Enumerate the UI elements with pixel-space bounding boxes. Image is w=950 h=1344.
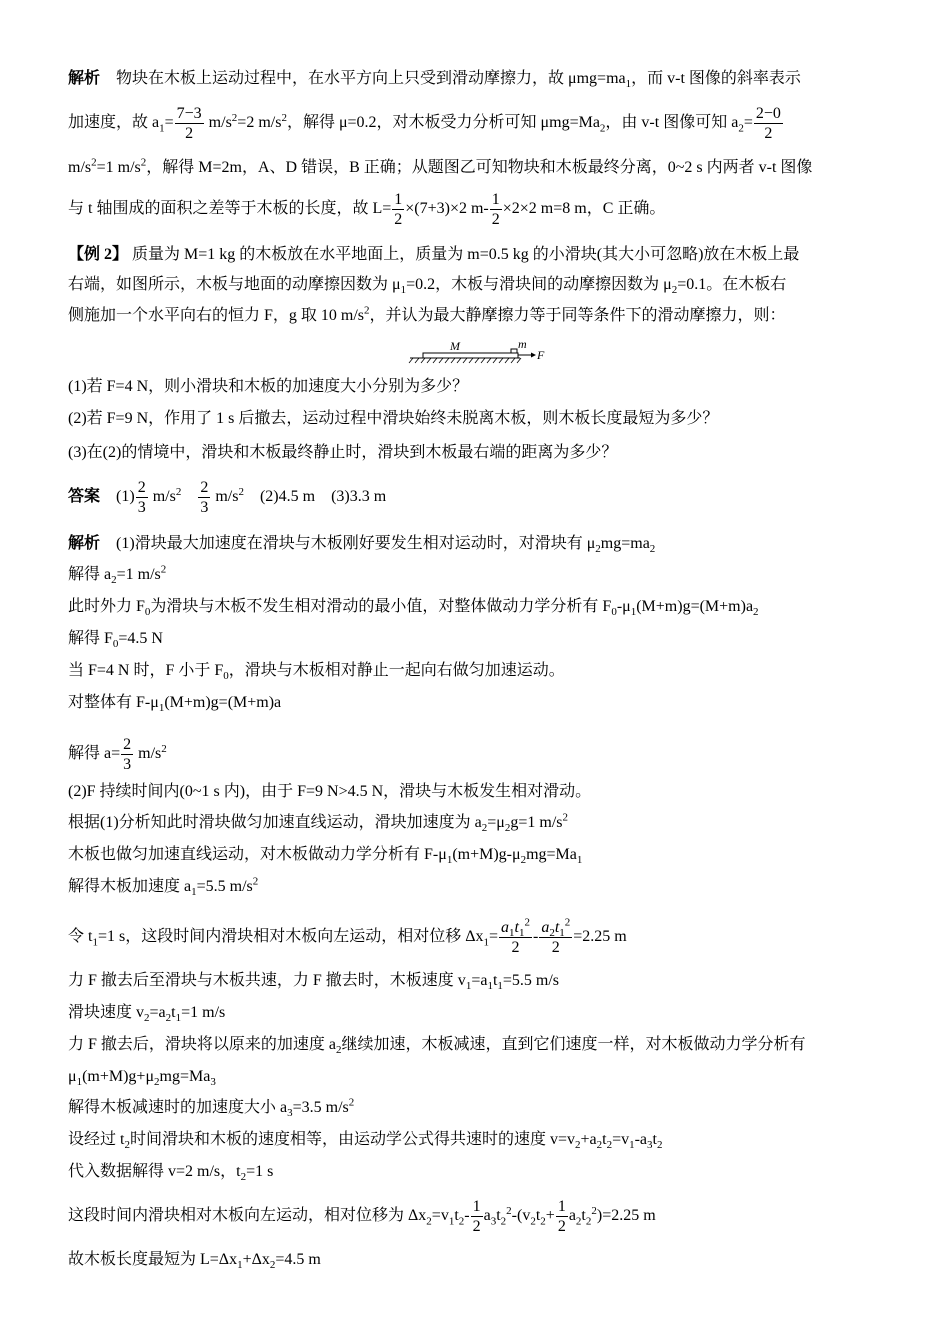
solution-line-20: 这段时间内滑块相对木板向左运动，相对位移为 $\Delta x_2=v_1t_2-$ $\frac{1}{2}$ $a_3t_2^2-(v_2t_2+$ $\frac{1}{2}$ $a_2t_2^2)=2.25$ m [68,1198,656,1235]
solution-line-16: $\mu_1(m+M)g+\mu_2mg=Ma_3$ [68,1068,216,1089]
fraction: $\frac{2}{3}$ [137,479,146,516]
block-rect [511,349,517,353]
example-label: 【例 2】 [68,246,129,263]
solution-line-13: 力 F 撤去后至滑块与木板共速，力 F 撤去时，木板速度 $v_1=a_1t_1=5.5$ m/s [68,972,560,993]
solution-line-17: 解得木板减速时的加速度大小 $a_3=3.5$ $m/s^2$ [68,1096,355,1120]
fraction: $\frac{1}{2}$ [472,1198,481,1235]
solution-line-2: 解得 $a_2=1$ $m/s^2$ [68,563,167,587]
fraction: $\frac{2}{3}$ [200,479,209,516]
solution-line-9: 根据(1)分析知此时滑块做匀加速直线运动，滑块加速度为 $a_2=\mu_2g=1$ $m/s^2$ [68,811,569,835]
question-2: (2)若 F=9 N，作用了 1 s 后撤去，运动过程中滑块始终未脱离木板，则木板长度最短为多少？ [68,410,719,427]
analysis-line-2: 加速度，故 $a_1=$ $\frac{7-3}{2}$ $m/s^2=2$ $m/s^2$，解得 μ=0.2，对木板受力分析可知 $\mu mg=Ma_2$，由 v-t 图像可知 $a_2=$ $\frac{2-0}{2}$ [68,105,781,142]
solution-line-10: 木板也做匀加速直线运动，对木板做动力学分析有 $F-\mu_1(m+M)g-\mu_2mg=Ma_1$ [68,846,583,867]
solution-line-6: 对整体有 $F-\mu_1(M+m)g=(M+m)a$ [68,694,282,715]
analysis-line-3: $m/s^2=1$ $m/s^2$，解得 M=2m，A、D 错误，B 正确；从题图乙可知物块和木板最终分离，0~2 s 内两者 v-t 图像 [68,156,813,176]
solution-line-12: 令 $t_1=1$ s，这段时间内滑块相对木板向左运动，相对位移 $\Delta x_1=$ $\frac{a_1t_1^2}{2}$ - $\frac{a_2t_1^2}{2}$ =2.25 m [68,916,627,956]
fraction: $\frac{a_1t_1^2}{2}$ [501,916,530,956]
board-block-figure [405,338,555,368]
ground-hatch [409,358,521,363]
analysis-line-1: 解析 物块在木板上运动过程中，在水平方向上只受到滑动摩擦力，故 $\mu mg=ma_1$，而 v-t 图像的斜率表示 [68,70,801,91]
force-arrow-head [531,353,536,358]
solution-line-7: 解得 a= $\frac{2}{3}$ $m/s^2$ [68,736,167,773]
solution-line-5: 当 F=4 N 时，F 小于 $F_0$，滑块与木板相对静止一起向右做匀加速运动。 [68,662,565,683]
solution-line-11: 解得木板加速度 $a_1=5.5$ $m/s^2$ [68,875,259,899]
fraction: $\frac{7-3}{2}$ [176,105,202,142]
fraction: $\frac{1}{2}$ [394,191,403,228]
fraction: $\frac{a_2t_1^2}{2}$ [541,916,571,956]
solution-line-21: 故木板长度最短为 $L=\Delta x_1+\Delta x_2=4.5$ m [68,1251,321,1272]
example-2-line-2: 右端，如图所示，木板与地面的动摩擦因数为 $\mu_1=0.2$，木板与滑块间的动摩擦因数为 $\mu_2=0.1$。在木板右 [68,276,787,297]
solution-line-4: 解得 $F_0=4.5$ N [68,630,163,651]
solution-line-14: 滑块速度 $v_2=a_2t_1=1$ m/s [68,1004,226,1025]
question-1: (1)若 F=4 N，则小滑块和木板的加速度大小分别为多少？ [68,378,469,395]
example-2-line-3: 侧施加一个水平向右的恒力 F，g 取 10 $m/s^2$，并认为最大静摩擦力等于同等条件下的滑动摩擦力，则： [68,304,786,324]
analysis-line-4: 与 t 轴围成的面积之差等于木板的长度，故 L= $\frac{1}{2}$ ×(7+3)×2 m- $\frac{1}{2}$ ×2×2 m=8 m，C 正确。 [68,191,666,228]
fraction: $\frac{1}{2}$ [557,1198,566,1235]
board-rect [423,353,518,358]
board-label: M [450,339,460,353]
solution-line-1: 解析 (1)滑块最大加速度在滑块与木板刚好要发生相对运动时，对滑块有 $\mu_2mg=ma_2$ [68,535,656,556]
answer-line: 答案 (1) $\frac{2}{3}$ $m/s^2$ $\frac{2}{3}$ $m/s^2$ (2)4.5 m (3)3.3 m [68,479,387,516]
fraction: $\frac{1}{2}$ [491,191,500,228]
fraction: $\frac{2-0}{2}$ [755,105,781,142]
solution-line-19: 代入数据解得 v=2 m/s，$t_2=1$ s [68,1163,274,1184]
answer-label: 答案 [68,488,101,506]
solution-line-15: 力 F 撤去后，滑块将以原来的加速度 $a_2$继续加速，木板减速，直到它们速度一样，对木板做动力学分析有 [68,1036,806,1057]
solution-line-18: 设经过 $t_2$时间滑块和木板的速度相等，由运动学公式得共速时的速度 $v=v_2+a_2t_2=v_1-a_3t_2$ [68,1131,663,1152]
fraction: $\frac{2}{3}$ [123,736,132,773]
analysis-label: 解析 [68,535,101,552]
example-2-line-1: 【例 2】 质量为 M=1 kg 的木板放在水平地面上，质量为 m=0.5 kg 的小滑块(其大小可忽略)放在木板上最 [68,246,800,263]
analysis-label: 解析 [68,70,101,87]
solution-line-8: (2)F 持续时间内(0~1 s 内)，由于 F=9 N>4.5 N，滑块与木板发生相对滑动。 [68,783,592,800]
solution-line-3: 此时外力 $F_0$为滑块与木板不发生相对滑动的最小值，对整体做动力学分析有 $F_0-\mu_1(M+m)g=(M+m)a_2$ [68,598,759,619]
force-label: F [537,348,545,362]
block-label: m [518,338,527,351]
question-3: (3)在(2)的情境中，滑块和木板最终静止时，滑块到木板最右端的距离为多少？ [68,444,618,461]
